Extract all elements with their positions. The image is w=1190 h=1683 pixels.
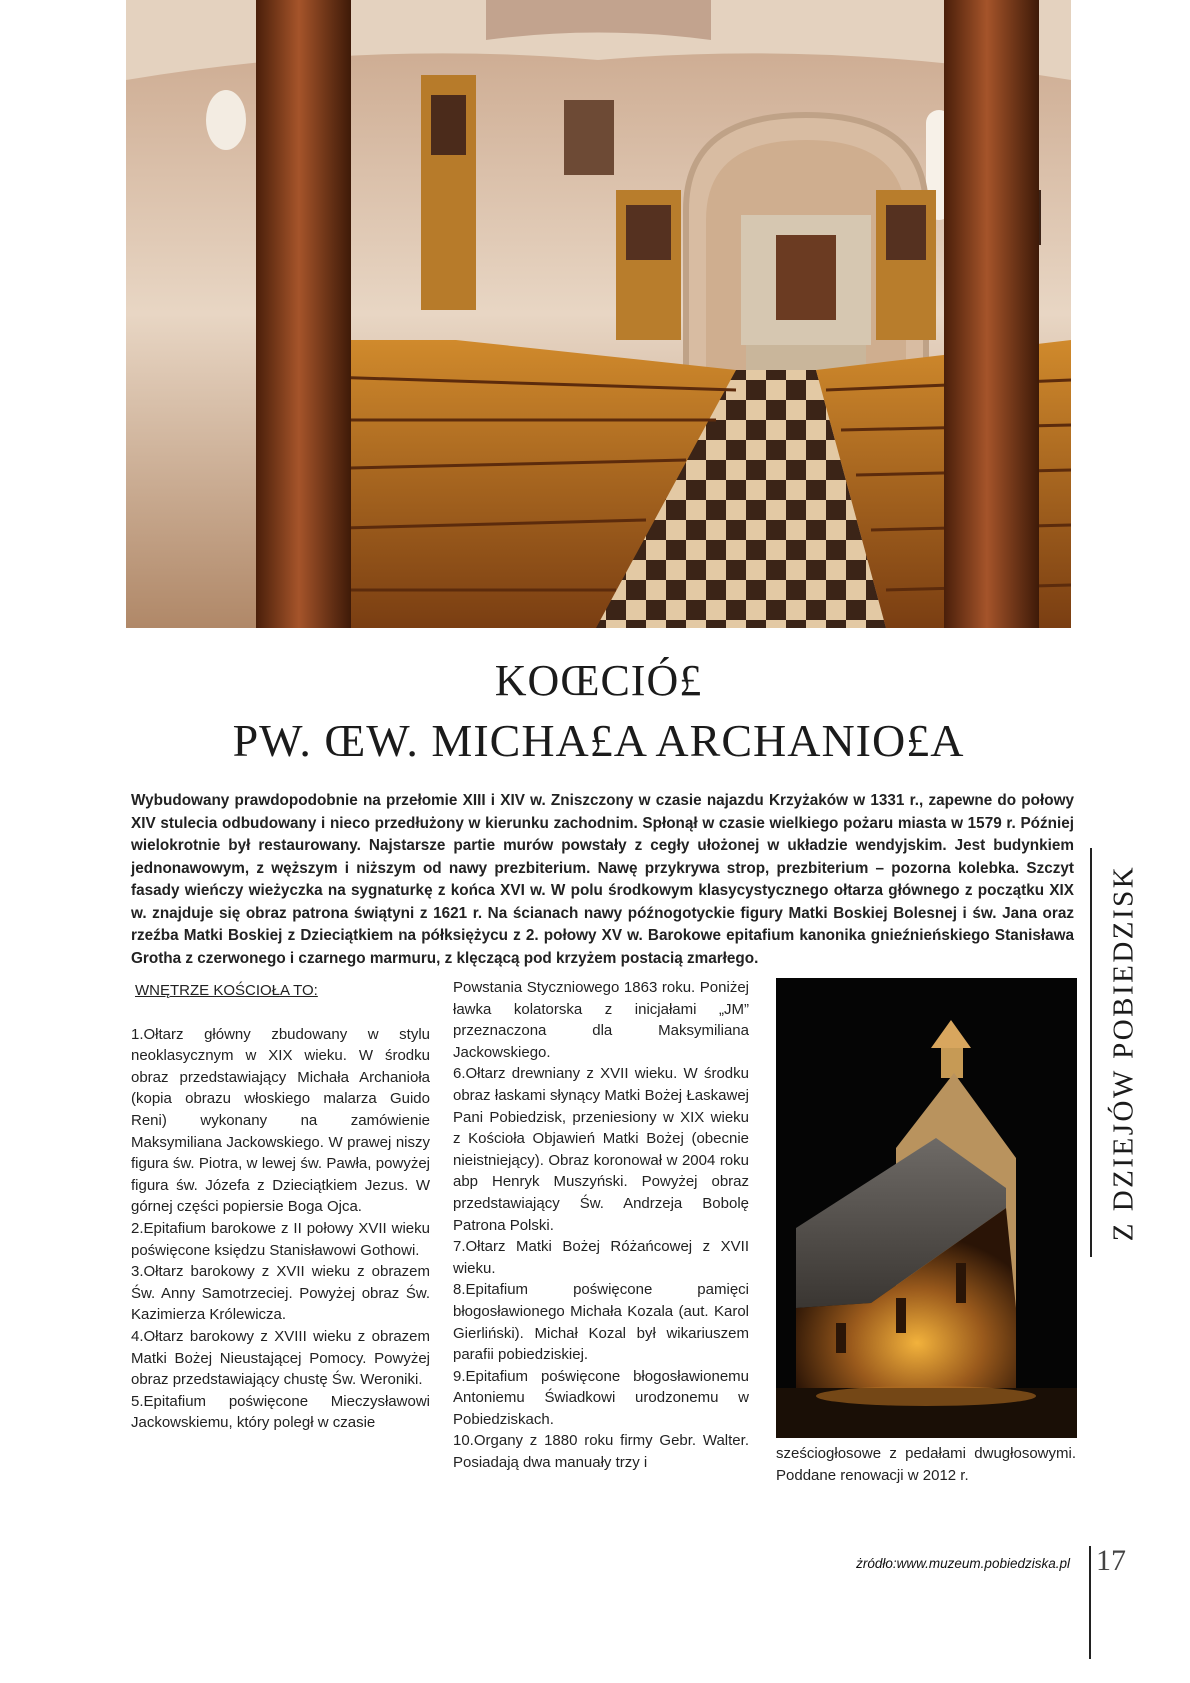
text-column-2 — [453, 977, 749, 1474]
source-credit: żródło:www.muzeum.pobiedziska.pl — [856, 1556, 1070, 1571]
list-item: 10.Organy z 1880 roku firmy Gebr. Walter. Posiadają dwa manuały trzy i — [453, 1432, 749, 1472]
church-night-photo — [776, 978, 1077, 1438]
text-column-3 — [776, 1443, 1076, 1486]
list-item: 6.Ołtarz drewniany z XVII wieku. W środku obraz łaskami słynący Matki Bożej Łaskawej Pani Pobiedzisk, przeniesiony w XIX wieku z Kościoła Objawień Matki Bożej (obecnie nieistniejący). Obraz koronował w 2004 roku abp Henryk Muszyński. Powyżej obraz przedstawiający Św. Andrzeja Bobolę Patrona Polski. — [453, 1065, 749, 1234]
section-side-label-text: Z DZIEJÓW POBIEDZISK — [1107, 864, 1140, 1241]
church-interior-photo — [126, 0, 1071, 628]
list-item: 1.Ołtarz główny zbudowany w stylu neoklasycznym w XIX wieku. W środku obraz przedstawiający Michała Archanioła (kopia obrazu włoskiego malarza Guido Reni) wykonany na zamówienie Maksymiliana Jackowskiego. W prawej niszy figura św. Piotra, w lewej św. Pawła, powyżej figura św. Józefa z Dzieciątkiem Jezus. W górnej części popiersie Boga Ojca. — [131, 1025, 430, 1216]
list-item: sześciogłosowe z pedałami dwugłosowymi. Poddane renowacji w 2012 r. — [776, 1445, 1076, 1484]
intro-paragraph: Wybudowany prawdopodobnie na przełomie XIII i XIV w. Zniszczony w czasie najazdu Krzyżaków w 1331 r., zapewne do połowy XIV stulecia odbudowany i nieco przedłużony w kierunku zachodnim. Spłonął w czasie wielkiego pożaru miasta w 1579 r. Później wielokrotnie był restaurowany. Najstarsze partie murów powstały z cegły ułożonej w układzie wendyjskim. Jest budynkiem jednonawowym, z węższym i niższym od nawy prezbiterium. Nawę przykrywa strop, prezbiterium – pozorna kolebka. Szczyt fasady wieńczy wieżyczka na sygnaturkę z końca XVI w. W polu środkowym klasycystycznego ołtarza głównego z początku XIX w. znajduje się obraz patrona świątyni z 1621 r. Na ścianach nawy późnogotyckie figury Matki Boskiej Bolesnej i św. Jana oraz rzeźba Matki Boskiej z Dzieciątkiem na półksiężycu z 2. połowy XV w. Barokowe epitafium kanonika gnieźnieńskiego Stanisława Grotha z czerwonego i czarnego marmuru, z klęczącą pod krzyżem postacią zmarłego. — [131, 792, 1074, 967]
list-item: 7.Ołtarz Matki Bożej Różańcowej z XVII wieku. — [453, 1238, 749, 1277]
footer-divider — [1089, 1546, 1091, 1659]
side-divider — [1090, 848, 1092, 1257]
section-side-label — [1100, 848, 1148, 1257]
article-title-line2: PW. ŒW. MICHA£A ARCHANIO£A — [232, 715, 965, 766]
list-item: Powstania Styczniowego 1863 roku. Poniżej ławka kolatorska z inicjałami „JM” przeznaczona dla Maksymiliana Jackowskiego. — [453, 979, 749, 1061]
article-title-line1: KOŒCIÓ£ — [494, 656, 703, 705]
page-number: 17 — [1096, 1544, 1126, 1577]
section-heading: WNĘTRZE KOŚCIOŁA TO: — [135, 982, 318, 999]
list-item: 5.Epitafium poświęcone Mieczysławowi Jackowskiemu, który poległ w czasie — [131, 1392, 430, 1432]
list-item: 2.Epitafium barokowe z II połowy XVII wieku poświęcone księdzu Stanisławowi Gothowi. — [131, 1219, 430, 1259]
list-item: 9.Epitafium poświęcone błogosławionemu Antoniemu Świadkowi urodzonemu w Pobiedziskach. — [453, 1367, 749, 1428]
text-column-1 — [131, 980, 430, 1434]
list-item: 4.Ołtarz barokowy z XVIII wieku z obrazem Matki Bożej Nieustającej Pomocy. Powyżej obraz przedstawiający chustę Św. Weroniki. — [131, 1327, 430, 1389]
list-item: 8.Epitafium poświęcone pamięci błogosławionego Michała Kozala (aut. Karol Gierliński). Michał Kozal był wikariuszem parafii pobiedziskiej. — [453, 1281, 749, 1364]
list-item: 3.Ołtarz barokowy z XVII wieku z obrazem Św. Anny Samotrzeciej. Powyżej obraz Św. Kazimierza Królewicza. — [131, 1263, 430, 1324]
